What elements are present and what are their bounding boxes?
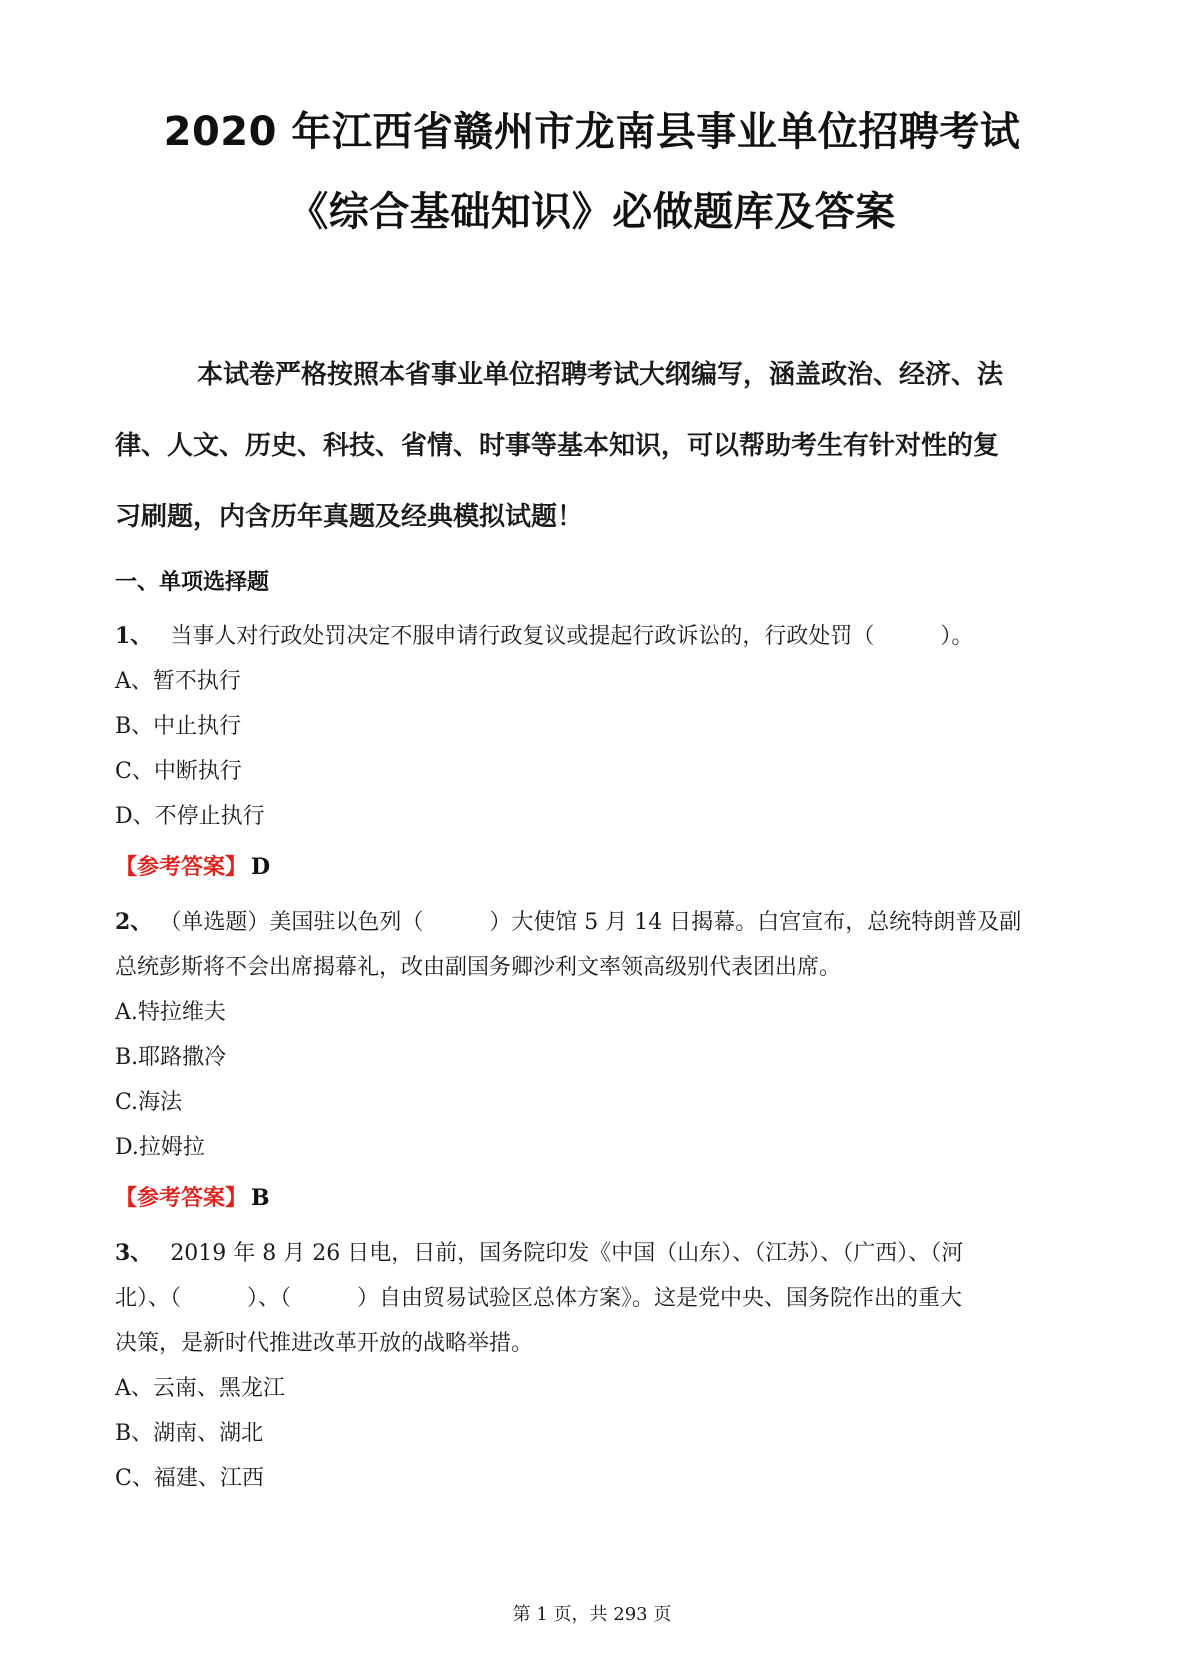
question-1-option-a: A、暂不执行 xyxy=(115,669,241,694)
answer-value: B xyxy=(251,1185,270,1211)
question-3-number: 3、 xyxy=(115,1240,153,1266)
question-2-stem-line-2: 总统彭斯将不会出席揭幕礼，改由副国务卿沙利文率领高级别代表团出席。 xyxy=(115,955,842,980)
question-2-number: 2、 xyxy=(115,909,153,935)
page-title-line-2: 《综合基础知识》必做题库及答案 xyxy=(288,189,896,235)
answer-tag: 【参考答案】 xyxy=(115,1186,248,1211)
intro-line-1: 本试卷严格按照本省事业单位招聘考试大纲编写，涵盖政治、经济、法 xyxy=(197,360,1004,390)
question-2-option-c: C.海法 xyxy=(115,1090,183,1115)
page-title-line-1: 2020 年江西省赣州市龙南县事业单位招聘考试 xyxy=(163,109,1021,155)
question-3-option-c: C、福建、江西 xyxy=(115,1466,264,1491)
question-1-option-b: B、中止执行 xyxy=(115,714,242,739)
question-2-option-b: B.耶路撒冷 xyxy=(115,1045,227,1070)
intro-line-2: 律、人文、历史、科技、省情、时事等基本知识，可以帮助考生有针对性的复 xyxy=(115,431,1000,461)
question-1-stem xyxy=(115,619,973,650)
question-3-option-b: B、湖南、湖北 xyxy=(115,1421,264,1446)
intro-line-3: 习刷题，内含历年真题及经典模拟试题！ xyxy=(115,502,584,532)
question-2-option-a: A.特拉维夫 xyxy=(115,1000,226,1025)
question-3-stem-line-3: 决策，是新时代推进改革开放的战略举措。 xyxy=(115,1331,534,1356)
question-3-stem-line-1: 2019 年 8 月 26 日电，日前，国务院印发《中国（山东）、（江苏）、（广西）、（河 xyxy=(170,1241,964,1266)
question-2-stem xyxy=(115,905,1021,936)
question-3-stem xyxy=(115,1236,963,1267)
question-2-option-d: D.拉姆拉 xyxy=(115,1135,205,1160)
question-1-stem-line-1: 当事人对行政处罚决定不服申请行政复议或提起行政诉讼的，行政处罚（ ）。 xyxy=(170,624,974,649)
question-2-answer xyxy=(115,1181,270,1212)
question-1-option-c: C、中断执行 xyxy=(115,759,242,784)
question-1-number: 1、 xyxy=(115,623,153,649)
question-3-stem-line-2: 北）、（ ）、（ ）自由贸易试验区总体方案》。这是党中央、国务院作出的重大 xyxy=(115,1286,963,1311)
section-title: 一、单项选择题 xyxy=(115,570,270,595)
answer-tag: 【参考答案】 xyxy=(115,855,248,880)
page-footer: 第 1 页，共 293 页 xyxy=(512,1604,672,1625)
question-2-stem-line-1: （单选题）美国驻以色列（ ）大使馆 5 月 14 日揭幕。白宫宣布，总统特朗普及副 xyxy=(170,910,1022,935)
answer-value: D xyxy=(251,854,271,880)
question-1-option-d: D、不停止执行 xyxy=(115,804,265,829)
question-1-answer xyxy=(115,850,270,881)
question-3-option-a: A、云南、黑龙江 xyxy=(115,1376,285,1401)
